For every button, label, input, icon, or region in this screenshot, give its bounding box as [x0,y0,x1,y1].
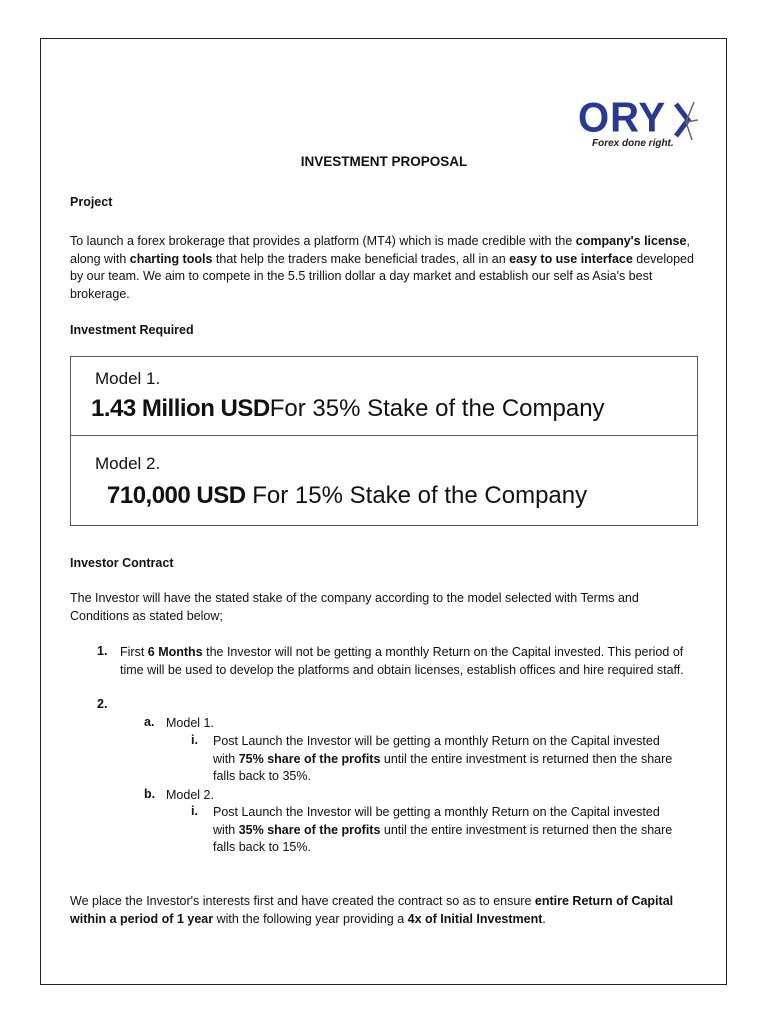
sublist-label: Model 1. [166,716,214,730]
sublist-label: Model 2. [166,788,214,802]
project-paragraph: To launch a forex brokerage that provides a platform (MT4) which is made credible with the company's license, along with charting tools that help the traders make beneficial trades, all in an easy to use interface developed by our team. We aim to compete in the 5.5 trillion dollar a day market and establish our self as Asia's best brokerage. [70,234,694,301]
logo-wordmark: ORY [578,94,667,142]
logo-x-mark-icon [674,100,700,142]
contract-heading: Investor Contract [70,556,174,570]
model-row [71,357,697,441]
list-item-text: First 6 Months the Investor will not be getting a monthly Return on the Capital invested. This period of time will be used to develop the platforms and obtain licenses, establish offices and hire required staff. [120,645,684,677]
page-title: INVESTMENT PROPOSAL [300,154,468,169]
model-label: Model 2. [95,454,161,473]
sublist-text: Post Launch the Investor will be getting a monthly Return on the Capital invested with 75% share of the profits until the entire investment is returned then the share falls back to 35%. [213,734,673,783]
logo-tagline: Forex done right. [592,138,674,149]
investment-models-box [70,356,698,526]
sublist-letter: b. [144,787,156,801]
model-amount-line: 1.43 Million USDFor 35% Stake of the Company [91,395,605,422]
investment-heading: Investment Required [70,323,194,337]
model-label: Model 1. [95,369,161,388]
project-heading: Project [70,195,113,209]
sublist-text: Post Launch the Investor will be getting a monthly Return on the Capital invested with 35% share of the profits until the entire investment is returned then the share falls back to 15%. [213,805,673,854]
company-logo [578,94,702,154]
roman-numeral: i. [191,804,198,818]
model-row [71,435,697,526]
list-number: 1. [97,644,108,658]
contract-intro: The Investor will have the stated stake of the company according to the model selected with Terms and Conditions as stated below; [70,591,639,623]
roman-numeral: i. [191,733,198,747]
sublist-letter: a. [144,715,155,729]
list-number: 2. [97,697,108,711]
model-amount-line: 710,000 USD For 15% Stake of the Company [107,482,588,509]
closing-paragraph: We place the Investor's interests first and have created the contract so as to ensure entire Return of Capital within a period of 1 year with the following year providing a 4x of Initial Investment. [70,894,674,926]
